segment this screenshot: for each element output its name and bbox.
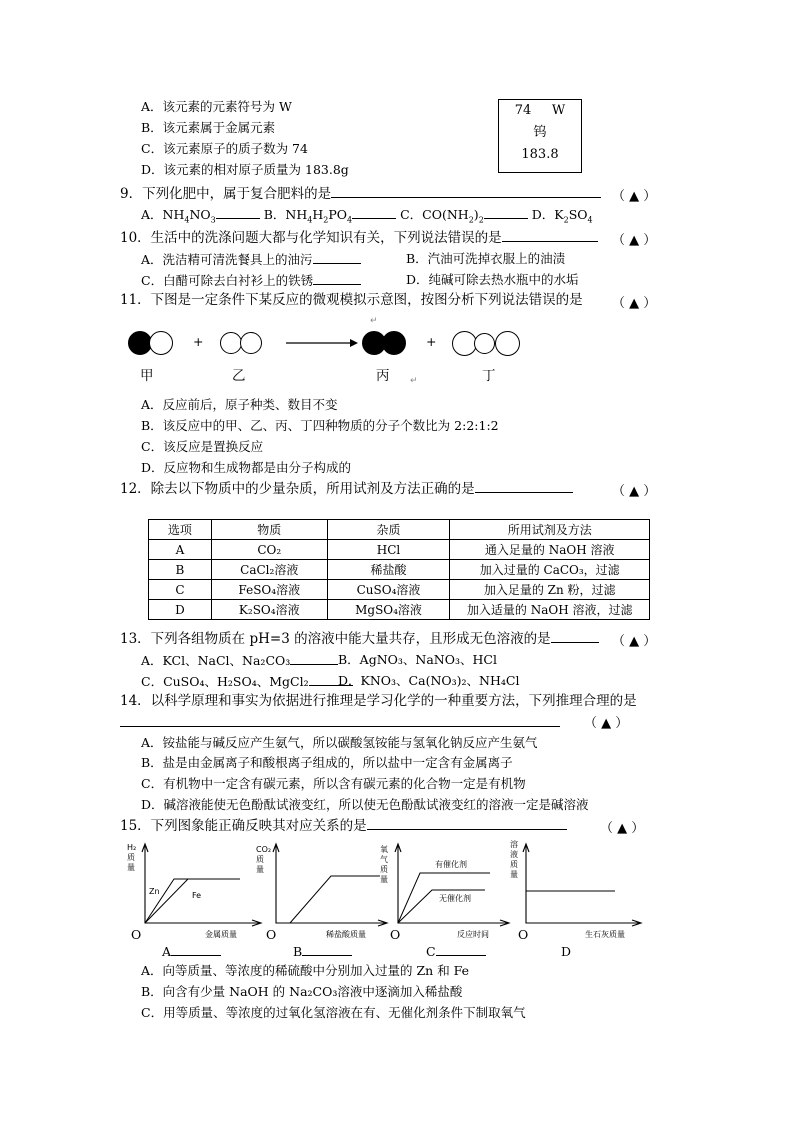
graph-b-line: [290, 876, 380, 923]
substance-cell: CaCl₂溶液: [211, 560, 327, 580]
graph-a-zn-line: [145, 879, 240, 923]
table-header-row: [149, 520, 650, 540]
q8-option-b: B．该元素属于金属元素: [141, 120, 276, 135]
impurity-cell: MgSO₄溶液: [327, 600, 450, 620]
graph-c-nocat-label: 无催化剂: [439, 894, 471, 903]
q12-stem: 12．除去以下物质中的少量杂质，所用试剂及方法正确的是: [120, 480, 573, 497]
graph-b-axes: [273, 844, 387, 926]
label-yi: 乙: [232, 368, 246, 384]
option-cell: B: [149, 560, 212, 580]
q8-option-d: D．该元素的相对原子质量为 183.8g: [141, 162, 349, 177]
q10-option-c: C．白醋可除去白衬衫上的铁锈: [141, 272, 361, 289]
graph-a-ylabel: H₂质量: [127, 843, 137, 872]
method-cell: 加入足量的 Zn 粉，过滤: [450, 580, 650, 600]
option-cell: A: [149, 540, 212, 560]
graph-b-ylabel: CO₂质量: [256, 845, 272, 874]
substance-cell: CO₂: [211, 540, 327, 560]
graph-d-letter: D: [561, 944, 572, 959]
origin-label: O: [518, 927, 529, 942]
answer-mark: （ ▲ ）: [612, 484, 657, 499]
q8-option-a: A．该元素的元素符号为 W: [141, 99, 292, 114]
header-cell: 所用试剂及方法: [450, 520, 650, 540]
graph-a-fe-line: [145, 879, 188, 923]
method-cell: 加入过量的 CaCO₃，过滤: [450, 560, 650, 580]
impurity-cell: 稀盐酸: [327, 560, 450, 580]
q14-option-b: B．盐是由金属离子和酸根离子组成的，所以盐中一定含有金属离子: [141, 755, 513, 770]
impurity-cell: CuSO₄溶液: [327, 580, 450, 600]
graph-a-axes: [142, 844, 261, 926]
graph-c-cat-label: 有催化剂: [435, 860, 467, 869]
table-row: [149, 540, 650, 560]
molecule-jia-white-atom: [149, 331, 173, 355]
option-cell: C: [149, 580, 212, 600]
option-cell: D: [149, 600, 212, 620]
element-name: 钨: [533, 125, 547, 140]
q15-option-b: B．向含有少量 NaOH 的 Na₂CO₃溶液中逐滴加入稀盐酸: [141, 984, 463, 999]
table-row: [149, 600, 650, 620]
graph-d-xlabel: 生石灰质量: [585, 930, 625, 939]
q10-option-b: B．汽油可洗掉衣服上的油渍: [406, 251, 566, 266]
substance-cell: FeSO₄溶液: [211, 580, 327, 600]
plus-sign: +: [193, 334, 204, 349]
molecule-ding-atom-2: [474, 333, 495, 354]
graph-d-ylabel: 溶液质量: [510, 840, 518, 879]
answer-mark: （ ▲ ）: [612, 634, 657, 649]
return-symbol: ↵: [370, 316, 378, 326]
q11-option-c: C．该反应是置换反应: [141, 439, 264, 454]
return-symbol: ↵: [410, 376, 418, 386]
q15-option-c: C．用等质量、等浓度的过氧化氢溶液在有、无催化剂条件下制取氧气: [141, 1005, 526, 1020]
table-row: [149, 580, 650, 600]
origin-label: O: [266, 927, 277, 942]
method-cell: 加入适量的 NaOH 溶液，过滤: [450, 600, 650, 620]
plus-sign: +: [426, 334, 437, 349]
label-bing: 丙: [376, 368, 390, 384]
q15-stem: 15．下列图象能正确反映其对应关系的是: [120, 817, 567, 834]
graph-c-letter: C: [426, 944, 486, 960]
q13-option-c: C．CuSO₄、H₂SO₄、MgCl₂: [141, 673, 353, 690]
molecule-yi-atom-1: [220, 332, 242, 354]
header-cell: 选项: [149, 520, 212, 540]
q10-option-d: D．纯碱可除去热水瓶中的水垢: [406, 272, 579, 287]
q14-option-d: D．碱溶液能使无色酚酞试液变红，所以使无色酚酞试液变红的溶液一定是碱溶液: [141, 797, 589, 812]
q10-option-a: A．洗洁精可清洗餐具上的油污: [141, 251, 361, 268]
answer-mark: （ ▲ ）: [612, 189, 657, 204]
graph-a-letter: A: [162, 944, 221, 960]
q11-option-b: B．该反应中的甲、乙、丙、丁四种物质的分子个数比为 2:2:1:2: [141, 418, 499, 433]
graph-c-xlabel: 反应时间: [457, 930, 489, 939]
q10-stem: 10．生活中的洗涤问题大都与化学知识有关，下列说法错误的是: [120, 229, 598, 246]
graph-a-zn-label: Zn: [149, 887, 160, 896]
answer-mark: （ ▲ ）: [584, 716, 629, 731]
q13-option-b: B．AgNO₃、NaNO₃、HCl: [338, 652, 497, 667]
q15-option-a: A．向等质量、等浓度的稀硫酸中分别加入过量的 Zn 和 Fe: [141, 963, 470, 978]
q14-stem: 14．以科学原理和事实为依据进行推理是学习化学的一种重要方法，下列推理合理的是: [120, 693, 637, 709]
graph-c-ylabel: 氧气质量: [380, 845, 388, 884]
reaction-arrow: [286, 337, 360, 349]
q14-option-a: A．铵盐能与碱反应产生氨气，所以碳酸氢铵能与氢氧化钠反应产生氨气: [141, 735, 538, 750]
q13-option-a: A．KCl、NaCl、Na₂CO₃: [141, 652, 338, 669]
header-cell: 杂质: [327, 520, 450, 540]
q8-option-c: C．该元素原子的质子数为 74: [141, 141, 308, 156]
q11-stem: 11．下图是一定条件下某反应的微观模拟示意图，按图分析下列说法错误的是: [120, 292, 583, 308]
header-cell: 物质: [211, 520, 327, 540]
answer-mark: （ ▲ ）: [612, 296, 657, 311]
graph-a-fe-label: Fe: [192, 891, 202, 900]
graph-d-axes: [523, 844, 641, 926]
q12-table: [148, 519, 650, 620]
element-symbol: W: [551, 103, 566, 118]
substance-cell: K₂SO₄溶液: [211, 600, 327, 620]
graph-b-letter: B: [293, 944, 352, 960]
origin-label: O: [131, 927, 142, 942]
q9-stem: 9．下列化肥中，属于复合肥料的是: [120, 185, 601, 202]
element-box: [498, 99, 582, 173]
label-jia: 甲: [140, 368, 154, 384]
q11-option-d: D．反应物和生成物都是由分子构成的: [141, 460, 352, 475]
element-number: 74: [514, 103, 532, 118]
molecule-yi-atom-2: [240, 332, 262, 354]
label-ding: 丁: [482, 368, 496, 384]
graph-b-xlabel: 稀盐酸质量: [326, 930, 366, 939]
table-row: [149, 560, 650, 580]
origin-label: O: [390, 927, 401, 942]
q11-option-a: A．反应前后，原子种类、数目不变: [141, 397, 338, 412]
q13-stem: 13．下列各组物质在 pH=3 的溶液中能大量共存，且形成无色溶液的是: [120, 630, 599, 647]
q14-answer-line: [120, 726, 560, 727]
molecule-bing-atom-2: [382, 331, 406, 355]
q13-option-d: D．KNO₃、Ca(NO₃)₂、NH₄Cl: [338, 673, 520, 688]
molecule-ding-atom-3: [495, 331, 520, 356]
answer-mark: （ ▲ ）: [612, 233, 657, 248]
q9-options: A．$NH_4NO_3$ B．$NH_4H_2PO_4$ C．$CO(NH_2)_2$ D．$K_2SO_4$: [141, 207, 593, 225]
element-mass: 183.8: [521, 147, 559, 162]
impurity-cell: HCl: [327, 540, 450, 560]
answer-mark: （ ▲ ）: [600, 821, 645, 836]
graph-c-axes: [395, 844, 509, 926]
method-cell: 通入足量的 NaOH 溶液: [450, 540, 650, 560]
q14-option-c: C．有机物中一定含有碳元素，所以含有碳元素的化合物一定是有机物: [141, 776, 526, 791]
graph-a-xlabel: 金属质量: [205, 930, 237, 939]
